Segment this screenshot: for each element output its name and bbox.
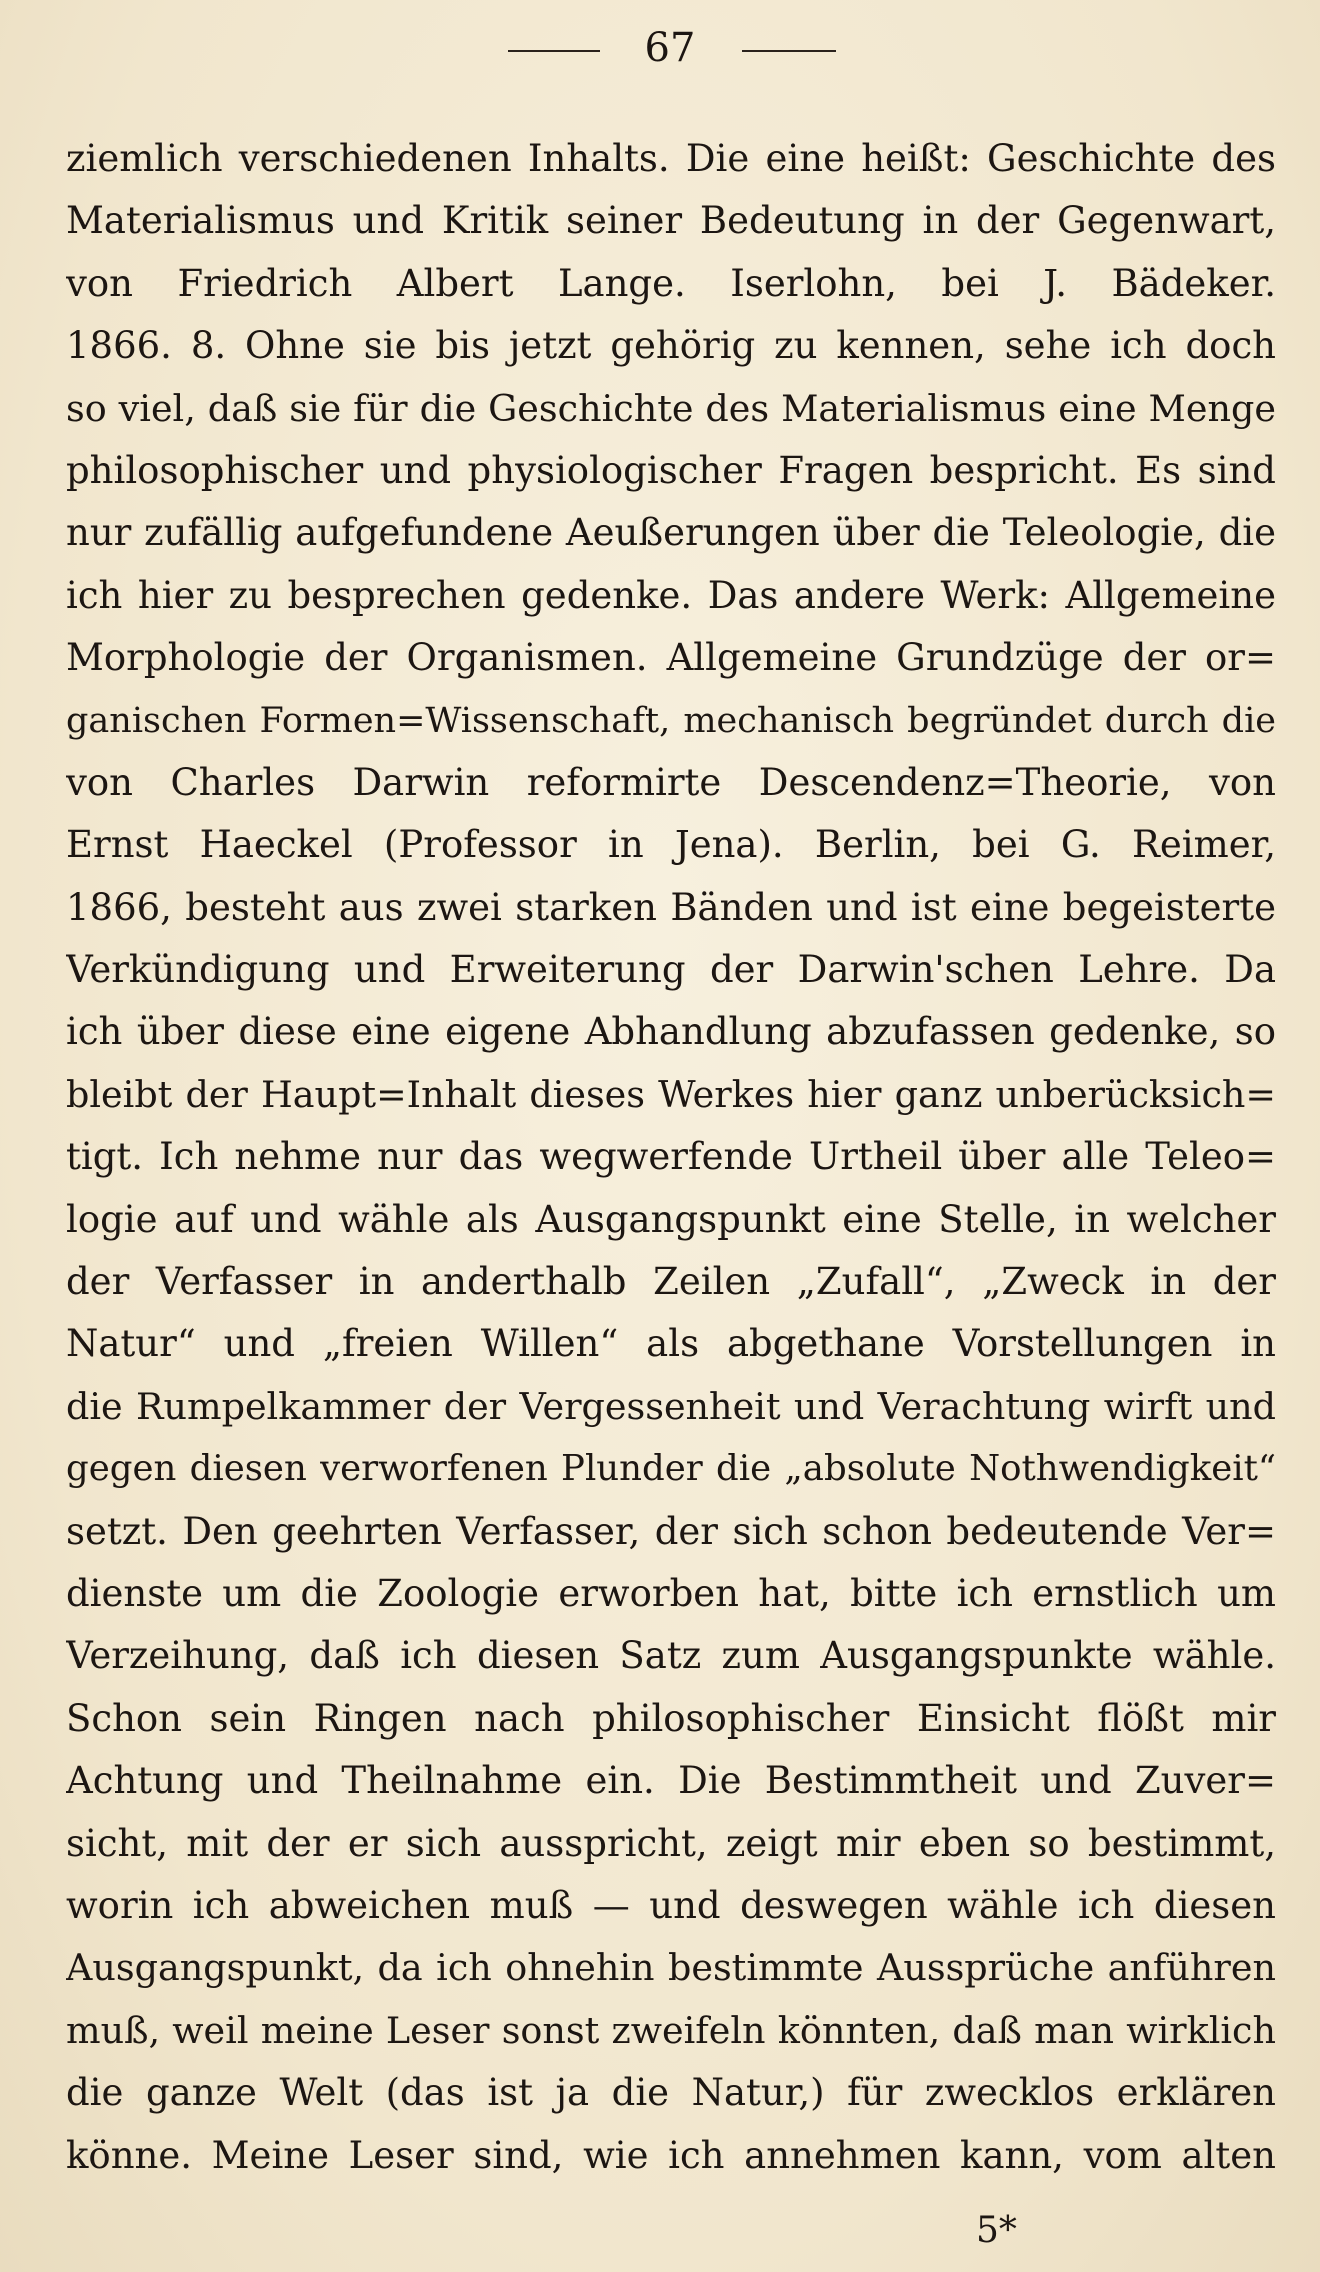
text-line: muß, weil meine Leser sonst zweifeln könnten, daß man wirklich	[66, 2008, 1276, 2052]
text-line: könne. Meine Leser sind, wie ich annehmen kann, vom alten	[66, 2133, 1276, 2177]
text-line: von Friedrich Albert Lange. Iserlohn, bei J. Bädeker.	[66, 261, 1276, 305]
text-line: worin ich abweichen muß — und deswegen wähle ich diesen	[66, 1883, 1276, 1927]
text-line: Natur“ und „freien Willen“ als abgethane Vorstellungen in	[66, 1322, 1276, 1366]
body-text	[66, 128, 1276, 2187]
text-line: der Verfasser in anderthalb Zeilen „Zufall“, „Zweck in der	[66, 1260, 1276, 1304]
text-line: Verzeihung, daß ich diesen Satz zum Ausgangspunkte wähle.	[66, 1634, 1276, 1678]
text-line: Verkündigung und Erweiterung der Darwin'schen Lehre. Da	[66, 948, 1276, 992]
text-line: so viel, daß sie für die Geschichte des Materialismus eine Menge	[66, 386, 1276, 430]
header-rule-left	[508, 50, 600, 52]
text-line: 1866. 8. Ohne sie bis jetzt gehörig zu kennen, sehe ich doch	[66, 324, 1276, 368]
text-line: ziemlich verschiedenen Inhalts. Die eine heißt: Geschichte des	[66, 137, 1276, 180]
text-line: tigt. Ich nehme nur das wegwerfende Urtheil über alle Teleo=	[66, 1135, 1276, 1179]
text-line: Morphologie der Organismen. Allgemeine Grundzüge der or=	[66, 636, 1276, 680]
text-line: sicht, mit der er sich ausspricht, zeigt mir eben so bestimmt,	[66, 1821, 1276, 1865]
text-line: Materialismus und Kritik seiner Bedeutung in der Gegenwart,	[66, 199, 1276, 243]
text-line: die Rumpelkammer der Vergessenheit und Verachtung wirft und	[66, 1384, 1276, 1428]
text-line: Ernst Haeckel (Professor in Jena). Berlin, bei G. Reimer,	[66, 823, 1276, 867]
text-line: ganischen Formen=Wissenschaft, mechanisch begründet durch die	[66, 700, 1276, 741]
text-line: gegen diesen verworfenen Plunder die „absolute Nothwendigkeit“	[66, 1448, 1276, 1490]
page-header	[0, 18, 1320, 78]
text-line: logie auf und wähle als Ausgangspunkt eine Stelle, in welcher	[66, 1197, 1276, 1241]
header-rule-right	[742, 50, 836, 52]
text-line: die ganze Welt (das ist ja die Natur,) für zwecklos erklären	[66, 2071, 1276, 2115]
text-line: ich über diese eine eigene Abhandlung abzufassen gedenke, so	[66, 1010, 1276, 1054]
text-line: setzt. Den geehrten Verfasser, der sich schon bedeutende Ver=	[66, 1509, 1276, 1553]
signature-mark: 5*	[976, 2210, 1017, 2251]
text-line: philosophischer und physiologischer Fragen bespricht. Es sind	[66, 448, 1276, 492]
text-line: nur zufällig aufgefundene Aeußerungen über die Teleologie, die	[66, 511, 1276, 555]
text-line: 1866, besteht aus zwei starken Bänden und ist eine begeisterte	[66, 885, 1276, 929]
text-line: Schon sein Ringen nach philosophischer Einsicht flößt mir	[66, 1696, 1276, 1740]
page-number: 67	[644, 25, 696, 71]
text-line: ich hier zu besprechen gedenke. Das andere Werk: Allgemeine	[66, 573, 1276, 617]
text-line: Achtung und Theilnahme ein. Die Bestimmtheit und Zuver=	[66, 1759, 1276, 1803]
text-line: von Charles Darwin reformirte Descendenz=Theorie, von	[66, 760, 1276, 804]
text-line: dienste um die Zoologie erworben hat, bitte ich ernstlich um	[66, 1571, 1276, 1615]
text-line: bleibt der Haupt=Inhalt dieses Werkes hier ganz unberücksich=	[66, 1072, 1276, 1116]
text-line: Ausgangspunkt, da ich ohnehin bestimmte Aussprüche anführen	[66, 1946, 1276, 1990]
